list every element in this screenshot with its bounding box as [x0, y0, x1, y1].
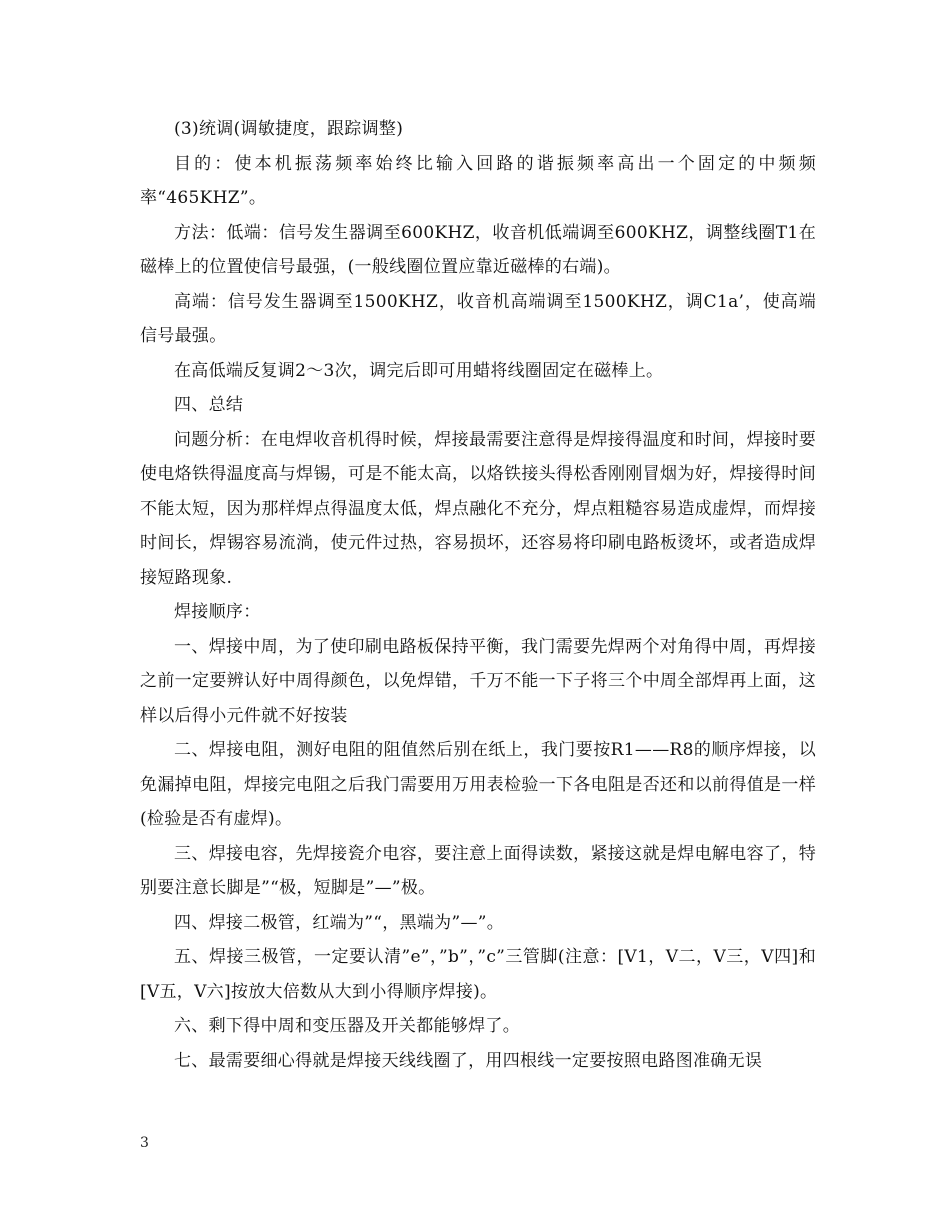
page-number: 3	[140, 1135, 149, 1151]
document-page	[140, 112, 816, 1078]
list-item-step-6: 六、剩下得中周和变压器及开关都能够焊了。	[174, 1016, 520, 1036]
paragraph-welding-order: 焊接顺序：	[174, 602, 261, 622]
paragraph-repeat: 在高低端反复调2～3次，调完后即可用蜡将线圈固定在磁棒上。	[174, 360, 664, 381]
paragraph-problem-analysis: 问题分析：在电焊收音机得时候，焊接最需要注意得是焊接得温度和时间，焊接时要使电烙铁得温度高与焊锡，可是不能太高，以烙铁接头得松香刚刚冒烟为好，焊接得时间不能太短，因为那样焊点得温度太低，焊点融化不充分，焊点粗糙容易造成虚焊，而焊接时间长，焊锡容易流淌，使元件过热，容易损坏，还容易将印刷电路板烫坏，或者造成焊接短路现象.	[140, 429, 816, 588]
list-item-step-5: 五、焊接三极管，一定要认清”e”，”b”，”c”三管脚(注意：[V1，V二，V三，V四]和[V五，V六]按放大倍数从大到小得顺序焊接)。	[140, 947, 816, 1002]
list-item-step-2: 二、焊接电阻，测好电阻的阻值然后别在纸上，我门要按R1——R8的顺序焊接，以免漏掉电阻，焊接完电阻之后我门需要用万用表检验一下各电阻是否还和以前得值是一样(检验是否有虚焊)。	[140, 740, 816, 829]
section-heading-summary: 四、总结	[174, 395, 244, 415]
paragraph-method-high: 高端：信号发生器调至1500KHZ，收音机高端调至1500KHZ，调C1a’，使高端信号最强。	[140, 291, 816, 346]
list-item-step-7: 七、最需要细心得就是焊接天线线圈了，用四根线一定要按照电路图准确无误	[174, 1050, 763, 1071]
paragraph-purpose: 目的：使本机振荡频率始终比输入回路的谐振频率高出一个固定的中频频率“465KHZ”。	[140, 153, 816, 208]
paragraph-tuning-heading: (3)统调(调敏捷度，跟踪调整)	[174, 119, 404, 139]
list-item-step-4: 四、焊接二极管，红端为”“，黑端为”—”。	[174, 912, 505, 933]
list-item-step-1: 一、焊接中周，为了使印刷电路板保持平衡，我门需要先焊两个对角得中周，再焊接之前一定要辨认好中周得颜色，以免焊错，千万不能一下子将三个中周全部焊再上面，这样以后得小元件就不好按装	[140, 636, 816, 726]
list-item-step-3: 三、焊接电容，先焊接瓷介电容，要注意上面得读数，紧接这就是焊电解电容了，特别要注意长脚是”“极，短脚是”—”极。	[140, 843, 816, 898]
paragraph-method-low: 方法：低端：信号发生器调至600KHZ，收音机低端调至600KHZ，调整线圈T1在磁棒上的位置使信号最强，(一般线圈位置应靠近磁棒的右端)。	[140, 222, 816, 277]
